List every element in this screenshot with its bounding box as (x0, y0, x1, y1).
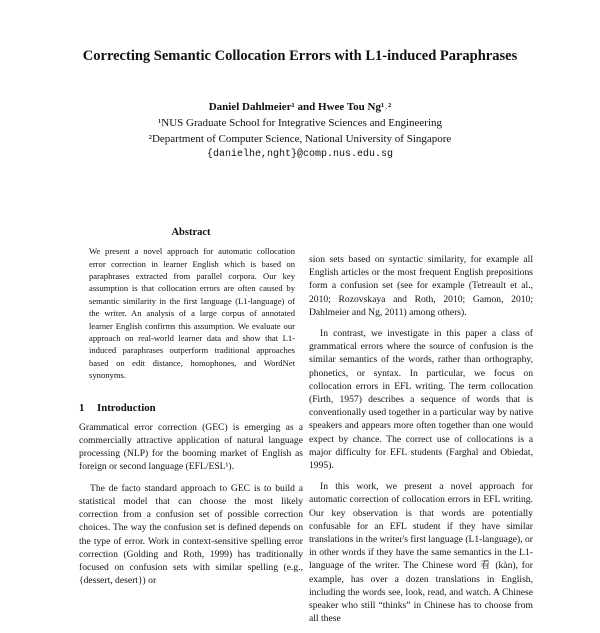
author-block (0, 99, 600, 163)
intro-paragraph-1: Grammatical error correction (GEC) is emerging as a commercially attractive application of natural language processing (NLP) for the booming market of English as foreign or second language (EFL/ESL¹). (79, 421, 303, 473)
left-column (79, 226, 303, 595)
affiliation-1: ¹NUS Graduate School for Integrative Sciences and Engineering (157, 117, 442, 129)
author-names: Daniel Dahlmeier¹ and Hwee Tou Ng¹˒² (208, 101, 392, 113)
section-heading-introduction (79, 402, 303, 415)
author-email: {danielhe,nght}@comp.nus.edu.sg (206, 149, 394, 160)
abstract-heading: Abstract (171, 227, 211, 238)
right-column (309, 253, 533, 633)
intro-paragraph-2: The de facto standard approach to GEC is to build a statistical model that can choose the most likely correction from a confusion set of possible correction choices. The way the confusion set is defined depends on the type of error. Work in context-sensitive spelling error correction (Golding and Roth, 1999) has traditionally focused on confusion sets with similar spelling (e.g., {dessert, desert}) or (79, 482, 303, 587)
abstract-text: We present a novel approach for automatic collocation error correction in learner English which is based on paraphrases extracted from parallel corpora. Our key assumption is that collocation errors are often caused by semantic similarity in the first language (L1-language) of the writer. An analysis of a large corpus of annotated learner English confirms this assumption. We evaluate our approach on real-world learner data and show that L1-induced paraphrases outperform traditional approaches based on edit distance, homophones, and WordNet synonyms. (89, 246, 295, 381)
section-title: Introduction (97, 401, 156, 414)
right-paragraph-3: In this work, we present a novel approach for automatic correction of collocation errors in EFL writing. Our key observation is that words are potentially confusable for an EFL student if they have similar translations in the writer's first language (L1-language), or in other words if they have the same semantics in the L1-language of the writer. The Chinese word 看 (kàn), for example, has over a dozen translations in English, including the words see, look, read, and watch. A Chinese speaker who still “thinks” in Chinese has to choose from all these (309, 481, 533, 625)
section-number: 1 (79, 401, 85, 414)
paper-title: Correcting Semantic Collocation Errors with L1-induced Paraphrases (82, 48, 518, 64)
right-paragraph-2: In contrast, we investigate in this paper a class of grammatical errors where the source of confusion is the similar semantics of the words, rather than orthography, phonetics, or syntax. In particular, we focus on collocation errors in EFL writing. The term collocation (Firth, 1957) describes a sequence of words that is conventionally used together in a particular way by native speakers and appears more often together than one would expect by chance. The correct use of collocations is a major difficulty for EFL students (Farghal and Obiedat, 1995). (309, 328, 533, 472)
affiliation-2: ²Department of Computer Science, National University of Singapore (148, 133, 452, 145)
right-paragraph-1: sion sets based on syntactic similarity, for example all English articles or the most frequent English prepositions form a confusion set (see for example (Tetreault et al., 2010; Rozovskaya and Roth, 2010; Gamon, 2010; Dahlmeier and Ng, 2011) among others). (309, 254, 533, 318)
